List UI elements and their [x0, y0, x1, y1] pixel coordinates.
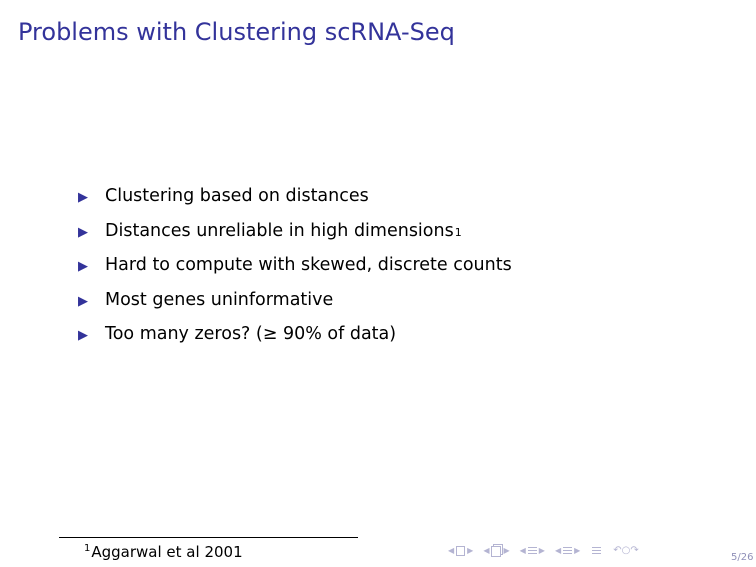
nav-right-icon[interactable]: ▶	[503, 546, 510, 555]
bullet-text: Clustering based on distances	[105, 186, 369, 206]
triangle-right-icon: ▶	[78, 293, 88, 309]
triangle-right-icon: ▶	[78, 224, 88, 240]
frame-nav[interactable]	[448, 545, 473, 557]
list-item	[78, 221, 512, 256]
bullet-text: Hard to compute with skewed, discrete counts	[105, 255, 512, 275]
search-nav[interactable]	[613, 545, 638, 557]
list-item	[78, 290, 512, 325]
nav-left-icon[interactable]: ◀	[519, 546, 526, 555]
frame-nav-icon[interactable]	[456, 546, 465, 556]
footnote-text: Aggarwal et al 2001	[91, 543, 243, 561]
page-number: 5/26	[731, 552, 754, 563]
footnote-divider	[59, 537, 358, 538]
footnote-reference[interactable]: 1	[454, 225, 462, 239]
triangle-right-icon: ▶	[78, 328, 88, 343]
bullet-text: Most genes uninformative	[105, 289, 334, 310]
navigation-bar	[448, 545, 649, 557]
footnote-mark: 1	[84, 543, 91, 554]
bullet-list	[78, 186, 512, 359]
search-icon[interactable]: ↶○↷	[613, 545, 639, 556]
list-item	[78, 186, 512, 221]
nav-left-icon[interactable]: ◀	[483, 546, 490, 555]
align-nav[interactable]	[590, 547, 603, 556]
subsection-nav[interactable]	[520, 545, 545, 557]
triangle-right-icon: ▶	[78, 190, 88, 205]
nav-right-icon[interactable]: ▶	[574, 546, 581, 555]
bullet-text: Distances unreliable in high dimensions	[105, 220, 454, 241]
slide-title: Problems with Clustering scRNA-Seq	[18, 18, 455, 46]
section-nav[interactable]	[483, 545, 509, 557]
footnote	[84, 543, 243, 561]
nav-left-icon[interactable]: ◀	[554, 546, 562, 555]
align-icon[interactable]	[592, 547, 601, 556]
nav-right-icon[interactable]: ▶	[538, 546, 545, 555]
list-item	[78, 324, 512, 359]
slide-nav-icon[interactable]	[563, 547, 572, 556]
subsection-nav-icon[interactable]	[528, 547, 537, 556]
triangle-right-icon: ▶	[78, 259, 88, 274]
bullet-text: Too many zeros? (≥ 90% of data)	[105, 324, 397, 344]
slide-nav[interactable]	[555, 545, 580, 557]
nav-right-icon[interactable]: ▶	[467, 546, 474, 555]
nav-left-icon[interactable]: ◀	[448, 546, 455, 555]
list-item	[78, 255, 512, 290]
section-nav-icon[interactable]	[491, 546, 501, 557]
